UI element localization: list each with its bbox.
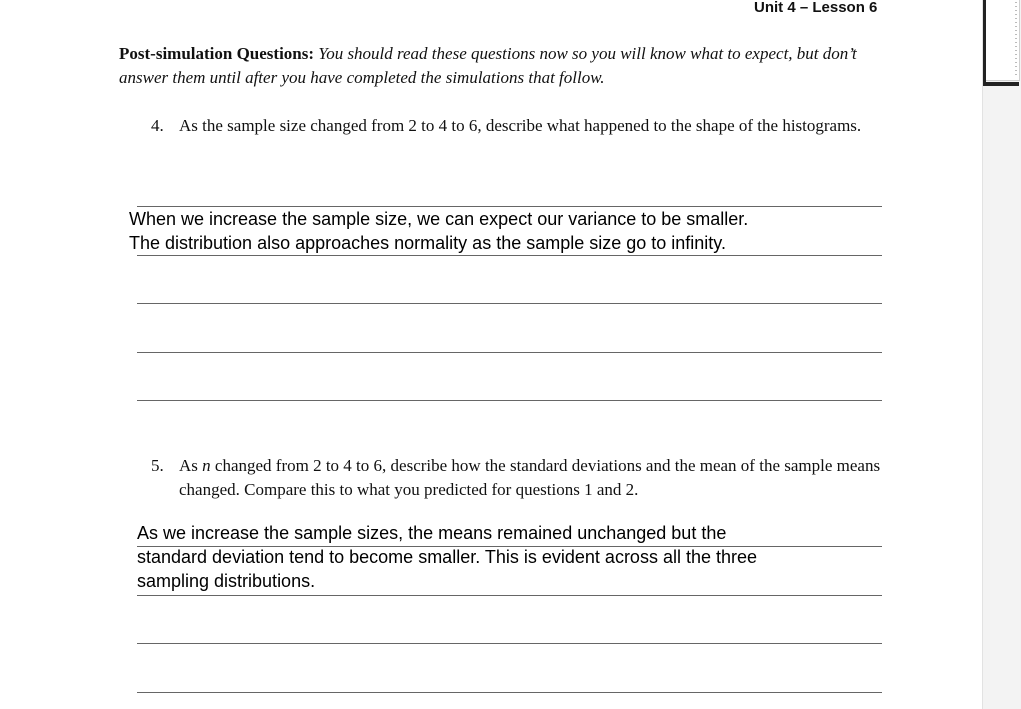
answer-line: sampling distributions.	[137, 571, 316, 591]
thumbnail-selection-bar	[983, 82, 1019, 86]
answer-rule	[137, 352, 882, 353]
post-simulation-intro	[119, 42, 909, 90]
answer-5[interactable]	[137, 521, 877, 593]
question-number: 4.	[151, 116, 164, 135]
answer-line: When we increase the sample size, we can expect our variance to be smaller.	[129, 209, 749, 229]
question-text: As the sample size changed from 2 to 4 to 6, describe what happened to the shape of the histograms.	[179, 116, 862, 135]
page-thumbnail[interactable]	[985, 0, 1020, 81]
intro-label: Post-simulation Questions:	[119, 44, 315, 63]
answer-4[interactable]	[129, 207, 889, 255]
thumbnail-selection-edge	[983, 0, 986, 86]
question-text	[179, 454, 889, 502]
answer-line: As we increase the sample sizes, the means remained unchanged but the	[137, 523, 727, 543]
answer-rule	[137, 303, 882, 304]
question-text-part: changed from 2 to 4 to 6, describe how the standard deviations and the mean of the sample means changed. Compare this to what you predicted for questions 1 and 2.	[179, 456, 881, 499]
answer-rule	[137, 595, 882, 596]
variable-n: n	[202, 456, 211, 475]
thumbnail-lines	[1015, 2, 1017, 76]
thumbnail-panel[interactable]	[982, 0, 1021, 709]
answer-line: standard deviation tend to become smaller. This is evident across all the three	[137, 547, 758, 567]
question-text-part: As	[179, 456, 203, 475]
unit-lesson-header: Unit 4 – Lesson 6	[754, 0, 878, 16]
question-number: 5.	[151, 456, 164, 475]
intro-text: You should read these questions now so you will know what to expect, but don’t answer them until after you have completed the simulations that follow.	[119, 44, 857, 87]
answer-rule	[137, 400, 882, 401]
answer-rule	[137, 692, 882, 693]
answer-rule	[137, 255, 882, 256]
answer-rule	[137, 643, 882, 644]
answer-line: The distribution also approaches normality as the sample size go to infinity.	[129, 233, 726, 253]
